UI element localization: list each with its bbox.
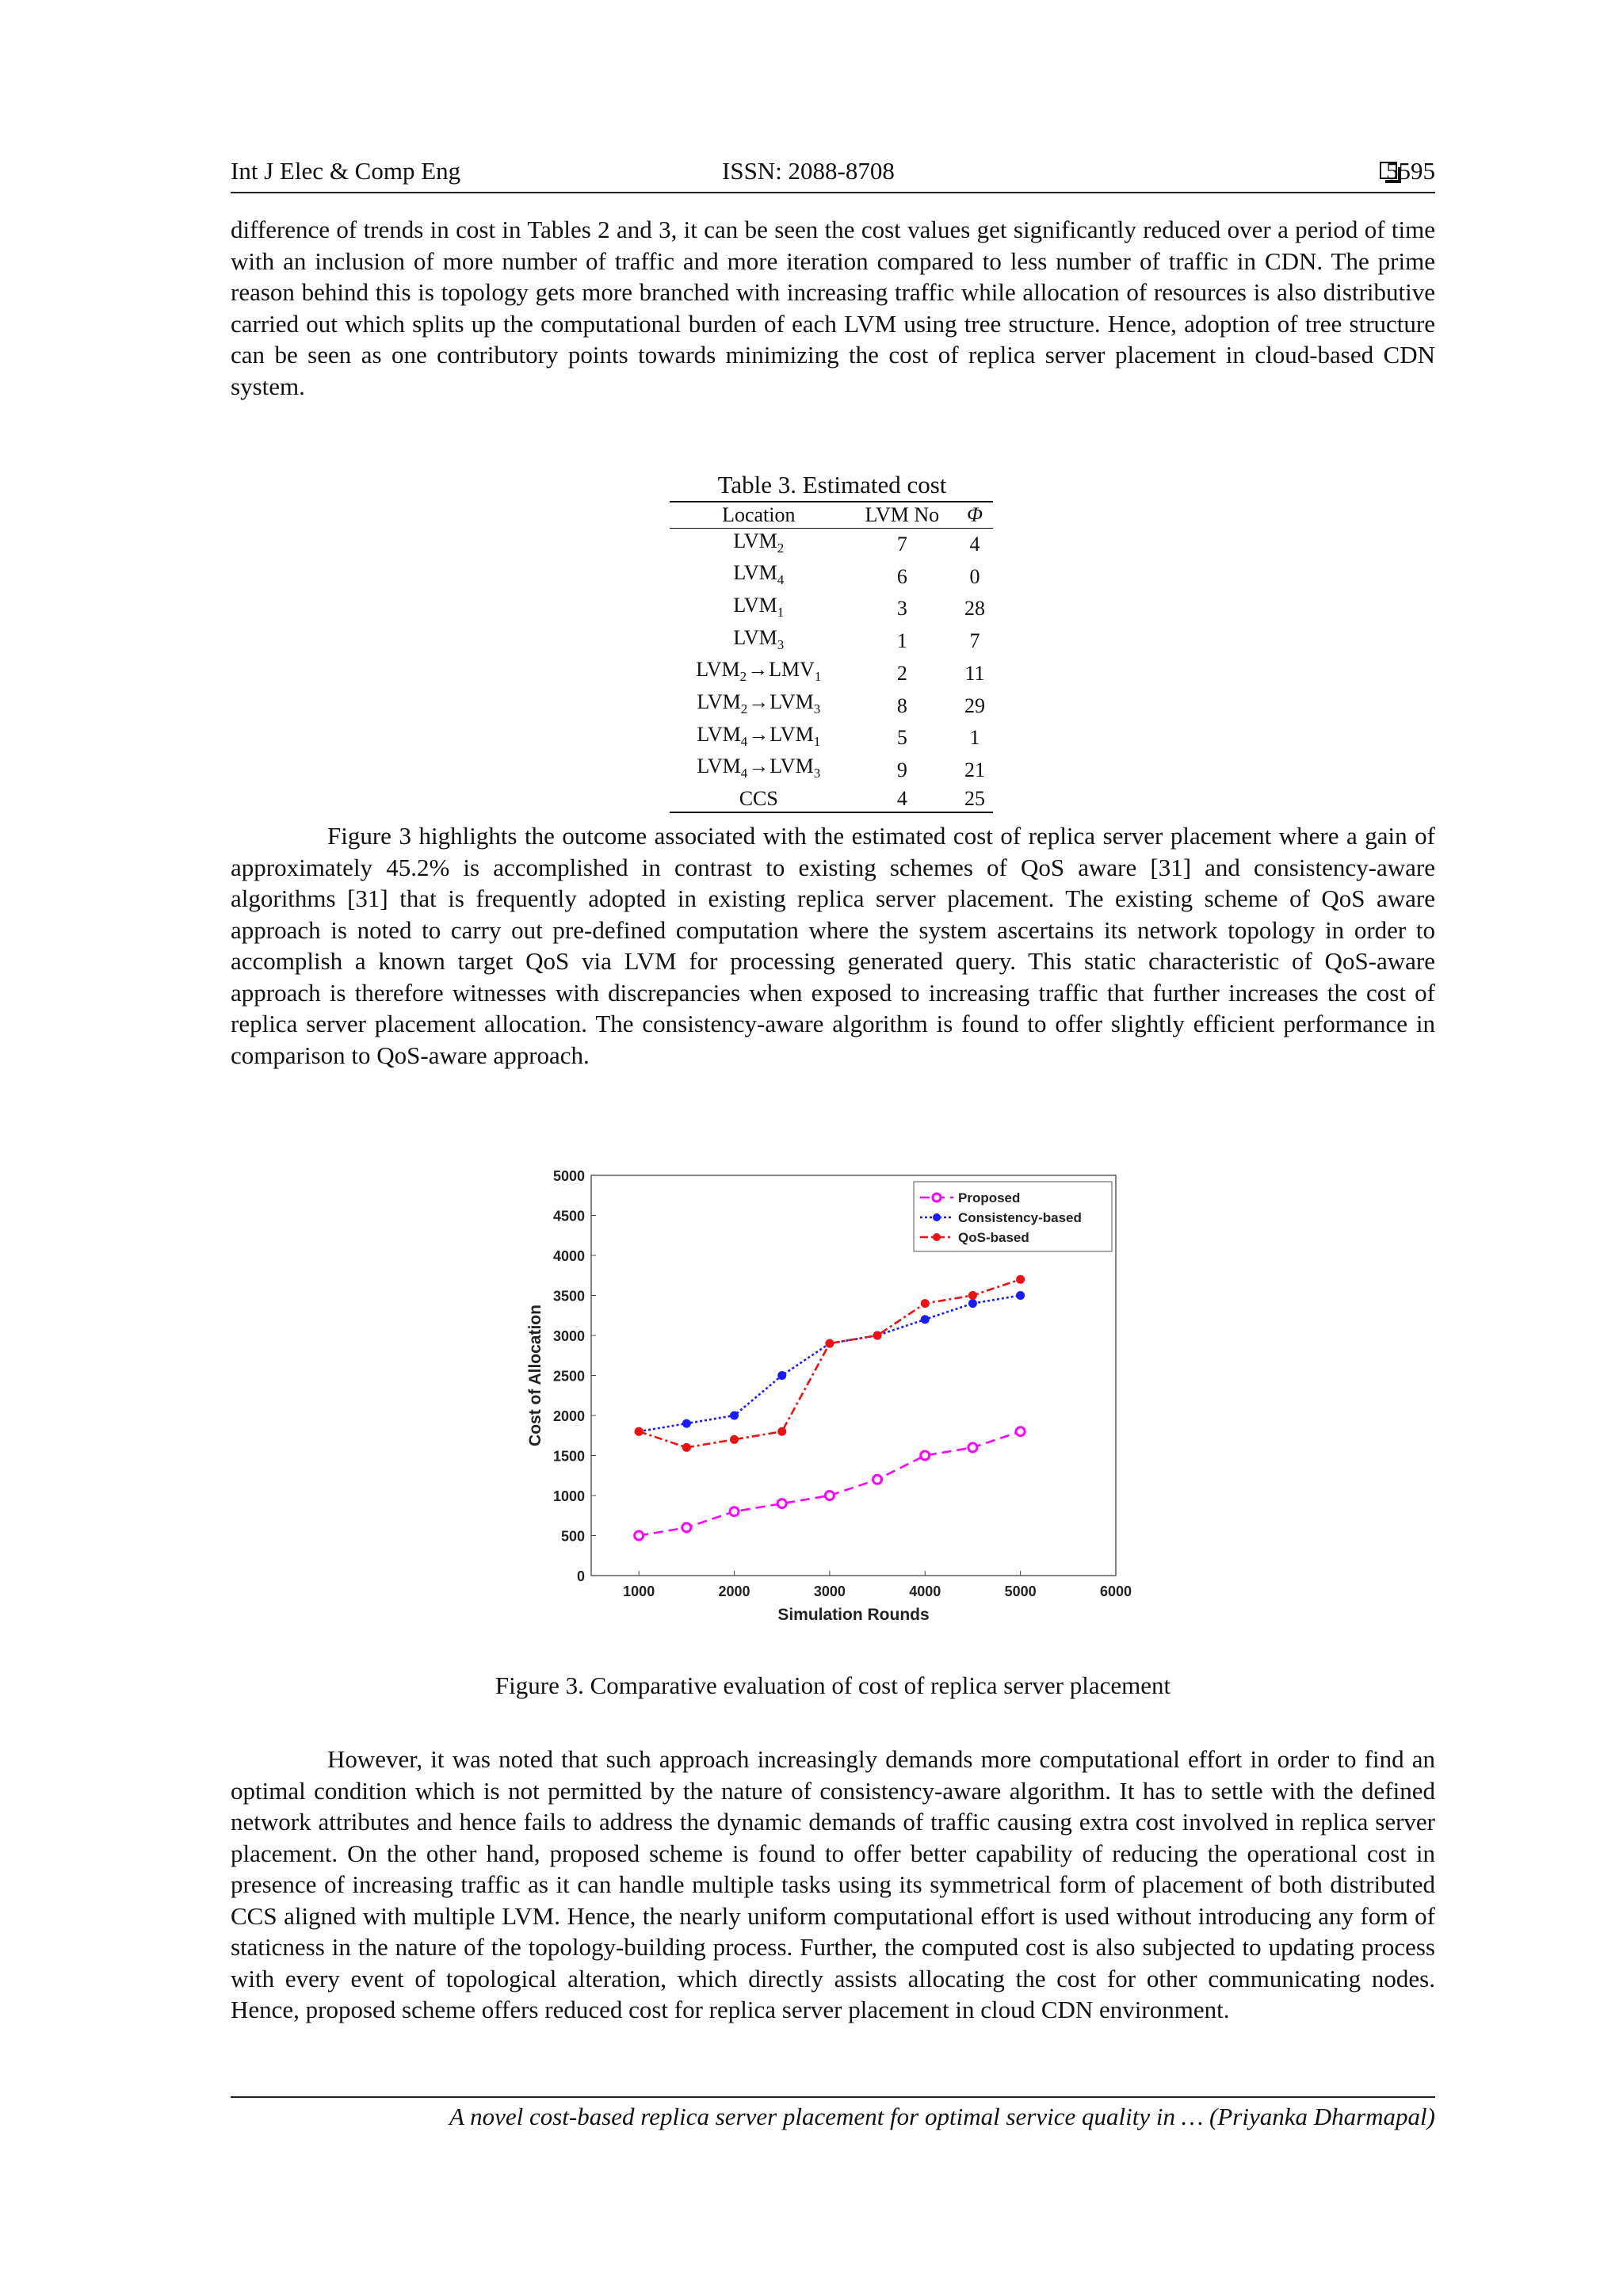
data-point bbox=[777, 1499, 786, 1508]
cell-lvm-no: 9 bbox=[896, 758, 907, 781]
page-header bbox=[231, 154, 1435, 193]
location-name: LVM bbox=[697, 722, 741, 746]
location-subscript: 2 bbox=[739, 669, 747, 685]
data-point bbox=[968, 1443, 977, 1452]
location-subscript: 2 bbox=[777, 540, 785, 556]
table-row bbox=[670, 690, 993, 722]
cost-line-chart bbox=[523, 1161, 1141, 1637]
location-subscript: 4 bbox=[740, 766, 748, 781]
data-point bbox=[968, 1292, 976, 1300]
series-qos-based bbox=[635, 1275, 1024, 1451]
cell-location bbox=[670, 560, 848, 593]
header-lvm-no: LVM No bbox=[865, 503, 940, 526]
data-point bbox=[1017, 1292, 1025, 1300]
series-proposed bbox=[635, 1427, 1025, 1540]
location-target-subscript: 3 bbox=[813, 701, 821, 717]
y-tick-label: 3500 bbox=[552, 1288, 585, 1305]
cell-location bbox=[670, 657, 848, 690]
cell-phi: 4 bbox=[969, 533, 980, 556]
table-row bbox=[670, 722, 993, 755]
paragraph-1: difference of trends in cost in Tables 2 and 3, it can be seen the cost values get significantly reduced over a period of time with an inclusion of more number of traffic and more iteration compared to less number of traffic in CDN. The prime reason behind this is topology gets more branched with increasing traffic while allocation of resources is also distributive carried out which splits up the computational burden of each LVM using tree structure. Hence, adoption of tree structure can be seen as one contributory points towards minimizing the cost of replica server placement in cloud-based CDN system. bbox=[231, 216, 1435, 400]
data-point bbox=[968, 1300, 976, 1308]
table-row bbox=[670, 593, 993, 625]
cell-location bbox=[670, 786, 848, 812]
data-point bbox=[921, 1300, 929, 1308]
paragraph-3: However, it was noted that such approach increasingly demands more computational effort in order to find an optimal condition which is not permitted by the nature of consistency-aware algorithm. It has to settle with the defined network attributes and hence fails to address the dynamic demands of traffic causing extra cost involved in replica server placement. On the other hand, proposed scheme is found to offer better capability of reducing the operational cost in presence of increasing traffic as it can handle multiple tasks using its symmetrical form of placement of both distributed CCS aligned with multiple LVM. Hence, the nearly uniform computational effort is used without introducing any form of staticness in the nature of the topology-building process. Further, the computed cost is also subjected to updating process with every event of topological alteration, which directly assists allocating the cost for other communicating nodes. Hence, proposed scheme offers reduced cost for replica server placement in cloud CDN environment. bbox=[231, 1745, 1435, 2023]
data-point bbox=[682, 1523, 691, 1532]
paragraph-2: Figure 3 highlights the outcome associated with the estimated cost of replica server placement where a gain of approximately 45.2% is accomplished in contrast to existing schemes of QoS aware [31] and consistency-aware algorithms [31] that is frequently adopted in existing replica server placement. The existing scheme of QoS aware approach is noted to carry out pre-defined computation where the system ascertains its network topology in order to accomplish a known target QoS via LVM for processing generated query. This static characteristic of QoS-aware approach is therefore witnesses with discrepancies when exposed to increasing traffic that further increases the cost of replica server placement allocation. The consistency-aware algorithm is found to offer slightly efficient performance in comparison to QoS-aware approach. bbox=[231, 822, 1435, 1069]
cell-phi: 21 bbox=[964, 758, 986, 781]
series-line bbox=[639, 1431, 1020, 1535]
cell-location bbox=[670, 593, 848, 625]
y-tick-label: 4500 bbox=[552, 1208, 585, 1224]
data-point bbox=[778, 1372, 786, 1380]
table-row bbox=[670, 560, 993, 593]
data-point bbox=[682, 1419, 690, 1427]
data-point bbox=[1017, 1275, 1025, 1283]
cell-lvm-no: 6 bbox=[896, 564, 907, 588]
cell-lvm-no: 5 bbox=[896, 726, 907, 750]
x-tick-label: 4000 bbox=[909, 1584, 941, 1599]
y-tick-label: 2000 bbox=[552, 1408, 585, 1424]
y-tick-label: 1500 bbox=[552, 1448, 585, 1465]
series-line bbox=[639, 1296, 1020, 1432]
legend-label: Proposed bbox=[958, 1190, 1021, 1205]
data-point bbox=[731, 1412, 739, 1419]
location-subscript: 3 bbox=[777, 636, 785, 652]
location-subscript: 4 bbox=[777, 572, 785, 588]
legend-label: Consistency-based bbox=[958, 1210, 1082, 1225]
cell-phi: 1 bbox=[969, 726, 980, 750]
location-target-subscript: 1 bbox=[813, 733, 821, 749]
data-point bbox=[778, 1427, 786, 1435]
table-header-row bbox=[670, 502, 993, 528]
cell-phi: 0 bbox=[969, 564, 980, 588]
y-tick-label: 1000 bbox=[552, 1488, 585, 1504]
location-name: LVM bbox=[733, 593, 777, 617]
cell-phi: 29 bbox=[964, 693, 986, 717]
page-number: 5595 bbox=[1386, 157, 1435, 185]
y-tick-label: 3000 bbox=[552, 1328, 585, 1344]
x-tick-label: 1000 bbox=[623, 1584, 655, 1599]
arrow-icon: → bbox=[748, 722, 769, 746]
data-point bbox=[826, 1339, 834, 1347]
location-name: CCS bbox=[739, 787, 778, 810]
data-point bbox=[825, 1492, 834, 1500]
location-target-name: LVM bbox=[769, 755, 814, 778]
table-row bbox=[670, 528, 993, 560]
location-name: LVM bbox=[697, 755, 741, 778]
cell-location bbox=[670, 690, 848, 722]
table-row bbox=[670, 754, 993, 786]
header-phi: Φ bbox=[967, 503, 983, 526]
cell-location bbox=[670, 754, 848, 786]
y-tick-label: 4000 bbox=[552, 1248, 585, 1264]
figure-3 bbox=[523, 1161, 1141, 1637]
cell-lvm-no: 7 bbox=[896, 533, 907, 556]
x-tick-label: 3000 bbox=[813, 1584, 846, 1599]
location-target-name: LVM bbox=[769, 722, 814, 746]
cell-location bbox=[670, 722, 848, 755]
legend-swatch-marker bbox=[933, 1213, 941, 1221]
legend-swatch-marker bbox=[933, 1233, 941, 1241]
table-row bbox=[670, 657, 993, 690]
x-tick-label: 5000 bbox=[1004, 1584, 1037, 1599]
arrow-icon: → bbox=[748, 755, 769, 778]
cell-location bbox=[670, 625, 848, 658]
table-body bbox=[670, 528, 993, 812]
page-footer bbox=[231, 2096, 1435, 2137]
cell-phi: 11 bbox=[964, 661, 985, 685]
location-subscript: 1 bbox=[777, 605, 785, 621]
estimated-cost-table bbox=[670, 501, 993, 813]
legend-label: QoS-based bbox=[958, 1230, 1029, 1245]
journal-name: Int J Elec & Comp Eng bbox=[231, 157, 461, 185]
cell-lvm-no: 3 bbox=[896, 597, 907, 621]
data-point bbox=[873, 1475, 882, 1484]
data-point bbox=[731, 1435, 739, 1443]
table-caption: Table 3. Estimated cost bbox=[717, 471, 947, 499]
table-row bbox=[670, 625, 993, 658]
cell-lvm-no: 4 bbox=[896, 787, 907, 810]
series-consistency-based bbox=[635, 1292, 1024, 1436]
x-axis-label: Simulation Rounds bbox=[777, 1606, 930, 1624]
cell-lvm-no: 2 bbox=[896, 661, 907, 685]
data-point bbox=[682, 1443, 690, 1451]
cell-lvm-no: 8 bbox=[896, 693, 907, 717]
legend-swatch-marker bbox=[933, 1194, 941, 1201]
data-point bbox=[730, 1507, 739, 1516]
data-point bbox=[635, 1427, 643, 1435]
y-axis-label: Cost of Allocation bbox=[526, 1305, 544, 1446]
cell-phi: 28 bbox=[964, 597, 986, 621]
location-target-name: LVM bbox=[769, 690, 814, 713]
y-tick-label: 5000 bbox=[552, 1168, 585, 1184]
figure-caption: Figure 3. Comparative evaluation of cost of replica server placement bbox=[495, 1671, 1171, 1699]
location-target-subscript: 3 bbox=[813, 766, 821, 781]
cell-phi: 7 bbox=[969, 629, 980, 653]
data-point bbox=[921, 1451, 930, 1460]
x-tick-label: 2000 bbox=[718, 1584, 750, 1599]
location-subscript: 4 bbox=[740, 733, 748, 749]
data-point bbox=[635, 1531, 643, 1540]
arrow-icon: → bbox=[747, 658, 769, 682]
location-name: LVM bbox=[733, 529, 777, 552]
data-point bbox=[1016, 1427, 1025, 1436]
y-tick-label: 2500 bbox=[552, 1368, 585, 1385]
header-location: Location bbox=[722, 503, 796, 526]
data-point bbox=[921, 1316, 929, 1324]
table-row bbox=[670, 786, 993, 812]
x-tick-label: 6000 bbox=[1099, 1584, 1132, 1599]
location-subscript: 2 bbox=[740, 701, 748, 717]
location-target-name: LMV bbox=[769, 658, 815, 682]
issn: ISSN: 2088-8708 bbox=[722, 157, 895, 185]
data-point bbox=[873, 1331, 881, 1339]
arrow-icon: → bbox=[748, 690, 769, 713]
location-name: LVM bbox=[696, 658, 740, 682]
cell-phi: 25 bbox=[964, 787, 986, 810]
location-name: LVM bbox=[733, 625, 777, 649]
location-name: LVM bbox=[697, 690, 741, 713]
footer-title: A novel cost-based replica server placement for optimal service quality in … (Priyanka Dharmapal) bbox=[449, 2103, 1435, 2130]
cell-location bbox=[670, 528, 848, 560]
y-tick-label: 500 bbox=[560, 1528, 585, 1545]
cell-lvm-no: 1 bbox=[896, 629, 907, 653]
location-target-subscript: 1 bbox=[814, 669, 822, 685]
y-tick-label: 0 bbox=[576, 1568, 585, 1584]
location-name: LVM bbox=[733, 561, 777, 585]
